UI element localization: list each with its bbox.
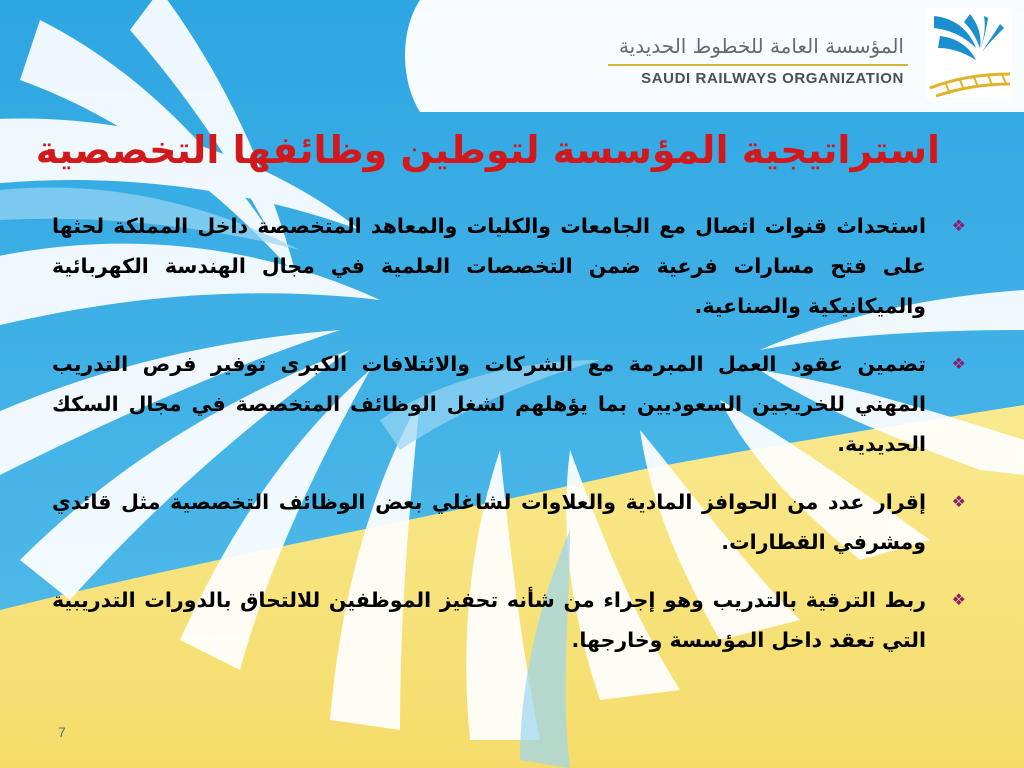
diamond-bullet-icon: ❖ <box>951 354 966 373</box>
list-item <box>52 580 966 660</box>
list-item-text: ربط الترقية بالتدريب وهو إجراء من شأنه تحفيز الموظفين للالتحاق بالدورات التدريبية التي تعقد داخل المؤسسة وخارجها. <box>52 588 926 652</box>
list-item <box>52 344 966 464</box>
list-item-text: إقرار عدد من الحوافز المادية والعلاوات لشاغلي بعض الوظائف التخصصية مثل قائدي ومشرفي القطارات. <box>52 490 926 554</box>
header-divider <box>608 64 908 66</box>
diamond-bullet-icon: ❖ <box>951 492 966 511</box>
list-item-text: استحداث قنوات اتصال مع الجامعات والكليات والمعاهد المتخصصة داخل المملكة لحثها على فتح مسارات فرعية ضمن التخصصات العلمية في مجال الهندسة الكهربائية والميكانيكية والصناعية. <box>52 214 926 318</box>
organization-header <box>592 8 1012 104</box>
organization-name-arabic: المؤسسة العامة للخطوط الحديدية <box>618 34 904 58</box>
list-item-text: تضمين عقود العمل المبرمة مع الشركات والائتلافات الكبرى توفير فرص التدريب المهني للخريجين السعوديين بما يؤهلهم لشغل الوظائف المتخصصة في مجال السكك الحديدية. <box>52 352 926 456</box>
organization-name-english: SAUDI RAILWAYS ORGANIZATION <box>641 70 904 87</box>
bullet-list <box>52 206 966 678</box>
diamond-bullet-icon: ❖ <box>951 590 966 609</box>
list-item <box>52 482 966 562</box>
slide-number: 7 <box>58 724 66 740</box>
saudi-railways-palm-logo-icon <box>926 8 1012 98</box>
diamond-bullet-icon: ❖ <box>951 216 966 235</box>
list-item <box>52 206 966 326</box>
slide-title: استراتيجية المؤسسة لتوطين وظائفها التخصصية <box>35 128 940 172</box>
